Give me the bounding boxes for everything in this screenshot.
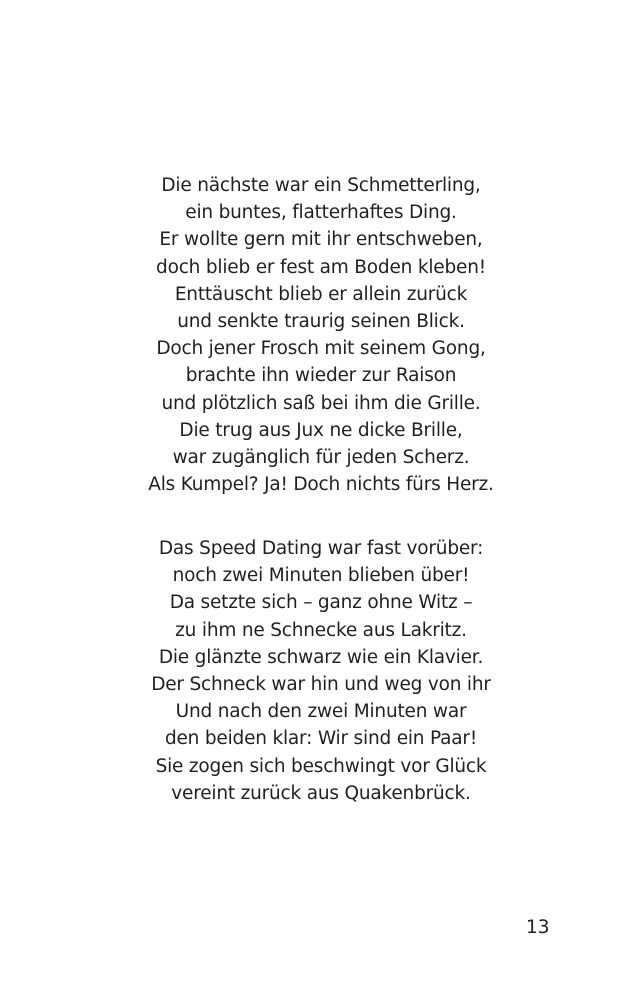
verse-line: Das Speed Dating war fast vorüber: [158,538,484,559]
verse-line: zu ihm ne Schnecke aus Lakritz. [175,619,467,641]
verse-line: Er wollte gern mit ihr entschweben, [159,229,483,251]
verse-line: ein buntes, flatterhaftes Ding. [185,202,457,224]
verse-line: Die glänzte schwarz wie ein Klavier. [158,646,484,668]
verse-line: vereint zurück aus Quakenbrück. [171,782,471,804]
verse-line: und plötzlich saß bei ihm die Grille. [161,392,481,414]
verse-line: Doch jener Frosch mit seinem Gong, [156,338,486,360]
verse-line: noch zwei Minuten blieben über! [172,565,470,587]
verse-line: Die nächste war ein Schmetterling, [161,175,481,196]
verse-line: Und nach den zwei Minuten war [175,701,467,723]
verse-line: Da setzte sich – ganz ohne Witz – [169,592,473,614]
verse-line: Enttäuscht blieb er allein zurück [174,283,468,305]
verse-line: Die trug aus Jux ne dicke Brille, [179,419,463,441]
poem-stanza-2 [0,535,632,807]
verse-line: Der Schneck war hin und weg von ihr [151,673,491,695]
verse-line: Als Kumpel? Ja! Doch nichts fürs Herz. [148,474,494,496]
verse-line: und senkte traurig seinen Blick. [177,310,465,332]
verse-line: brachte ihn wieder zur Raison [185,365,457,387]
page-number: 13 [526,917,550,938]
verse-line: doch blieb er fest am Boden kleben! [156,256,486,278]
poem-stanza-1 [0,172,632,498]
verse-line: war zugänglich für jeden Scherz. [172,446,470,468]
verse-line: den beiden klar: Wir sind ein Paar! [164,728,478,750]
verse-line: Sie zogen sich beschwingt vor Glück [155,755,487,777]
